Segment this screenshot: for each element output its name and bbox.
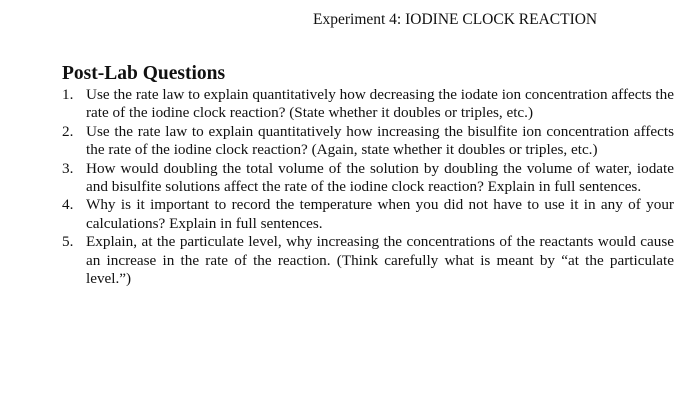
question-item [62, 86, 674, 123]
question-item [62, 196, 674, 233]
experiment-header: Experiment 4: IODINE CLOCK REACTION [313, 11, 598, 28]
question-text: Use the rate law to explain quantitatively how increasing the bisulfite ion concentration affects the rate of the iodine clock reaction? (Again, state whether it doubles or triples, etc.) [86, 122, 674, 159]
section-title: Post-Lab Questions [62, 63, 226, 84]
question-number: 5. [62, 233, 74, 251]
question-text: How would doubling the total volume of the solution by doubling the volume of water, iodate and bisulfite solutions affect the rate of the iodine clock reaction? Explain in full sentences. [86, 159, 674, 196]
question-text: Explain, at the particulate level, why increasing the concentrations of the reactants would cause an increase in the rate of the reaction. (Think carefully what is meant by “at the particulate level.”) [86, 233, 674, 288]
question-text: Use the rate law to explain quantitatively how decreasing the iodate ion concentration affects the rate of the iodine clock reaction? (State whether it doubles or triples, etc.) [86, 86, 674, 122]
question-number: 1. [62, 86, 74, 103]
question-item [62, 160, 674, 197]
question-number: 4. [62, 196, 74, 214]
question-item [62, 123, 674, 160]
question-number: 3. [62, 159, 74, 177]
question-item [62, 233, 674, 288]
question-list [62, 86, 674, 288]
question-text: Why is it important to record the temperature when you did not have to use it in any of your calculations? Explain in full sentences. [86, 196, 674, 232]
question-number: 2. [62, 122, 74, 140]
